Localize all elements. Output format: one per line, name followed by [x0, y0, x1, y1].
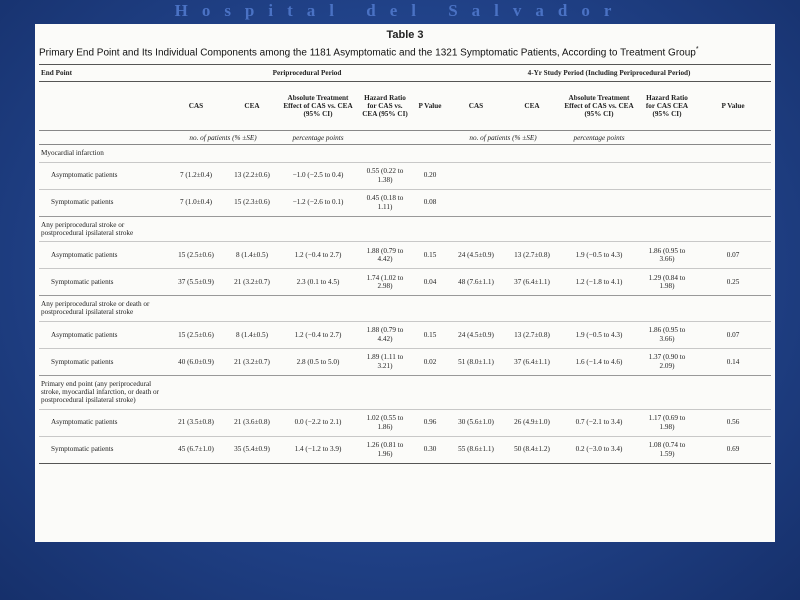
table-cell: 0.02 [413, 348, 447, 375]
table-body [39, 145, 771, 463]
table-cell [639, 189, 695, 216]
group-label: Primary end point (any periprocedural stroke, myocardial infarction, or death or postprocedural ipsilateral stroke) [39, 375, 167, 409]
units-blank [39, 131, 167, 145]
table-cell: 21 (3.5±0.8) [167, 409, 225, 436]
header-periprocedural: Periprocedural Period [167, 65, 447, 82]
table-cell: 2.8 (0.5 to 5.0) [279, 348, 357, 375]
table-cell: 0.08 [413, 189, 447, 216]
table-cell: 0.04 [413, 269, 447, 296]
units-points: percentage points [279, 131, 357, 145]
table-cell: 8 (1.4±0.5) [225, 242, 279, 269]
table-cell: 37 (6.4±1.1) [505, 348, 559, 375]
units-blank [639, 131, 771, 145]
group-label: Any periprocedural stroke or postprocedural ipsilateral stroke [39, 216, 167, 242]
table-cell: 0.07 [695, 242, 771, 269]
table-cell [639, 162, 695, 189]
table-cell: 8 (1.4±0.5) [225, 321, 279, 348]
table-cell: 51 (8.0±1.1) [447, 348, 505, 375]
row-label: Symptomatic patients [39, 269, 167, 296]
table-title-text: Primary End Point and Its Individual Components among the 1181 Asymptomatic and the 1321 Symptomatic Patients, According to Treatment Group [39, 47, 696, 59]
table-cell: 0.0 (−2.2 to 2.1) [279, 409, 357, 436]
table-cell: 24 (4.5±0.9) [447, 321, 505, 348]
row-label: Symptomatic patients [39, 348, 167, 375]
header-end-point: End Point [39, 65, 167, 82]
table-cell [447, 162, 505, 189]
table-cell: 1.9 (−0.5 to 4.3) [559, 321, 639, 348]
units-patients: no. of patients (% ±SE) [447, 131, 559, 145]
table-cell: 0.56 [695, 409, 771, 436]
table-cell: 7 (1.0±0.4) [167, 189, 225, 216]
table-cell: 1.17 (0.69 to 1.98) [639, 409, 695, 436]
table-cell [559, 162, 639, 189]
row-label: Asymptomatic patients [39, 321, 167, 348]
group-filler [167, 296, 771, 322]
col-hazard-ratio: Hazard Ratio for CAS CEA (95% CI) [639, 82, 695, 131]
table-cell: 21 (3.2±0.7) [225, 348, 279, 375]
group-filler [167, 145, 771, 162]
table-cell: 30 (5.6±1.0) [447, 409, 505, 436]
table-row [39, 409, 771, 436]
table-cell: 1.02 (0.55 to 1.86) [357, 409, 413, 436]
header-study-period: 4-Yr Study Period (Including Periprocedural Period) [447, 65, 771, 82]
table-cell: 26 (4.9±1.0) [505, 409, 559, 436]
table-row [39, 348, 771, 375]
table-row [39, 242, 771, 269]
table-cell: 55 (8.6±1.1) [447, 436, 505, 463]
table-cell: 15 (2.5±0.6) [167, 321, 225, 348]
row-label: Symptomatic patients [39, 189, 167, 216]
table-cell: 0.96 [413, 409, 447, 436]
col-cea: CEA [505, 82, 559, 131]
col-abs-effect: Absolute Treatment Effect of CAS vs. CEA (95% CI) [559, 82, 639, 131]
table-row [39, 269, 771, 296]
table-cell: 7 (1.2±0.4) [167, 162, 225, 189]
table-cell: 0.30 [413, 436, 447, 463]
table-title [39, 46, 771, 58]
table-cell: 1.2 (−0.4 to 2.7) [279, 242, 357, 269]
col-cas: CAS [167, 82, 225, 131]
table-cell: 0.45 (0.18 to 1.11) [357, 189, 413, 216]
table-document [35, 24, 775, 542]
table-cell: 0.14 [695, 348, 771, 375]
table-row [39, 189, 771, 216]
table-cell: 50 (8.4±1.2) [505, 436, 559, 463]
table-cell: 0.7 (−2.1 to 3.4) [559, 409, 639, 436]
table-cell: 1.6 (−1.4 to 4.6) [559, 348, 639, 375]
table-cell: 15 (2.3±0.6) [225, 189, 279, 216]
table-cell: 40 (6.0±0.9) [167, 348, 225, 375]
table-row [39, 321, 771, 348]
table-cell [695, 189, 771, 216]
table-cell: 1.9 (−0.5 to 4.3) [559, 242, 639, 269]
table-cell: 48 (7.6±1.1) [447, 269, 505, 296]
row-label: Asymptomatic patients [39, 162, 167, 189]
table-row [39, 162, 771, 189]
table-cell: 35 (5.4±0.9) [225, 436, 279, 463]
table-cell: −1.2 (−2.6 to 0.1) [279, 189, 357, 216]
group-row [39, 145, 771, 162]
table-cell [447, 189, 505, 216]
group-row [39, 296, 771, 322]
table-cell [505, 189, 559, 216]
row-label: Asymptomatic patients [39, 409, 167, 436]
table-cell: 1.2 (−0.4 to 2.7) [279, 321, 357, 348]
table-cell: 0.25 [695, 269, 771, 296]
table-cell: 37 (6.4±1.1) [505, 269, 559, 296]
table-cell: 21 (3.2±0.7) [225, 269, 279, 296]
table-cell: 1.86 (0.95 to 3.66) [639, 242, 695, 269]
units-patients: no. of patients (% ±SE) [167, 131, 279, 145]
row-label: Asymptomatic patients [39, 242, 167, 269]
col-hazard-ratio: Hazard Ratio for CAS vs. CEA (95% CI) [357, 82, 413, 131]
table-cell: 21 (3.6±0.8) [225, 409, 279, 436]
group-row [39, 375, 771, 409]
group-row [39, 216, 771, 242]
table-cell: 15 (2.5±0.6) [167, 242, 225, 269]
table-cell: 1.37 (0.90 to 2.09) [639, 348, 695, 375]
table-cell: 1.08 (0.74 to 1.59) [639, 436, 695, 463]
table-cell: 1.88 (0.79 to 4.42) [357, 321, 413, 348]
table-cell [505, 162, 559, 189]
table-cell: 0.15 [413, 321, 447, 348]
group-filler [167, 375, 771, 409]
units-blank [357, 131, 447, 145]
table-cell: 2.3 (0.1 to 4.5) [279, 269, 357, 296]
col-p-value: P Value [413, 82, 447, 131]
table-cell: 13 (2.7±0.8) [505, 242, 559, 269]
group-filler [167, 216, 771, 242]
header-blank [39, 82, 167, 131]
table-cell [559, 189, 639, 216]
table-cell: 0.2 (−3.0 to 3.4) [559, 436, 639, 463]
col-p-value: P Value [695, 82, 771, 131]
table-cell [695, 162, 771, 189]
col-cas: CAS [447, 82, 505, 131]
table-cell: 1.86 (0.95 to 3.66) [639, 321, 695, 348]
table-cell: 1.74 (1.02 to 2.98) [357, 269, 413, 296]
table-cell: 0.55 (0.22 to 1.38) [357, 162, 413, 189]
hospital-banner: Hospital del Salvador [174, 1, 626, 20]
table-cell: 45 (6.7±1.0) [167, 436, 225, 463]
group-label: Myocardial infarction [39, 145, 167, 162]
row-label: Symptomatic patients [39, 436, 167, 463]
col-abs-effect: Absolute Treatment Effect of CAS vs. CEA (95% CI) [279, 82, 357, 131]
table-cell: 1.29 (0.84 to 1.98) [639, 269, 695, 296]
table-cell: 1.4 (−1.2 to 3.9) [279, 436, 357, 463]
footnote-mark: * [695, 46, 699, 53]
table-caption: Table 3 [386, 29, 424, 41]
table-cell: 1.2 (−1.8 to 4.1) [559, 269, 639, 296]
table-cell: 0.69 [695, 436, 771, 463]
col-cea: CEA [225, 82, 279, 131]
table-cell: 0.15 [413, 242, 447, 269]
table-cell: 0.07 [695, 321, 771, 348]
table-cell: 1.26 (0.81 to 1.96) [357, 436, 413, 463]
table-cell: 24 (4.5±0.9) [447, 242, 505, 269]
table-cell: 37 (5.5±0.9) [167, 269, 225, 296]
table-cell: 13 (2.2±0.6) [225, 162, 279, 189]
table-cell: −1.0 (−2.5 to 0.4) [279, 162, 357, 189]
table-row [39, 436, 771, 463]
table-cell: 0.20 [413, 162, 447, 189]
units-points: percentage points [559, 131, 639, 145]
table-cell: 1.88 (0.79 to 4.42) [357, 242, 413, 269]
table-cell: 1.89 (1.11 to 3.21) [357, 348, 413, 375]
table-cell: 13 (2.7±0.8) [505, 321, 559, 348]
group-label: Any periprocedural stroke or death or postprocedural ipsilateral stroke [39, 296, 167, 322]
results-table [39, 64, 771, 463]
